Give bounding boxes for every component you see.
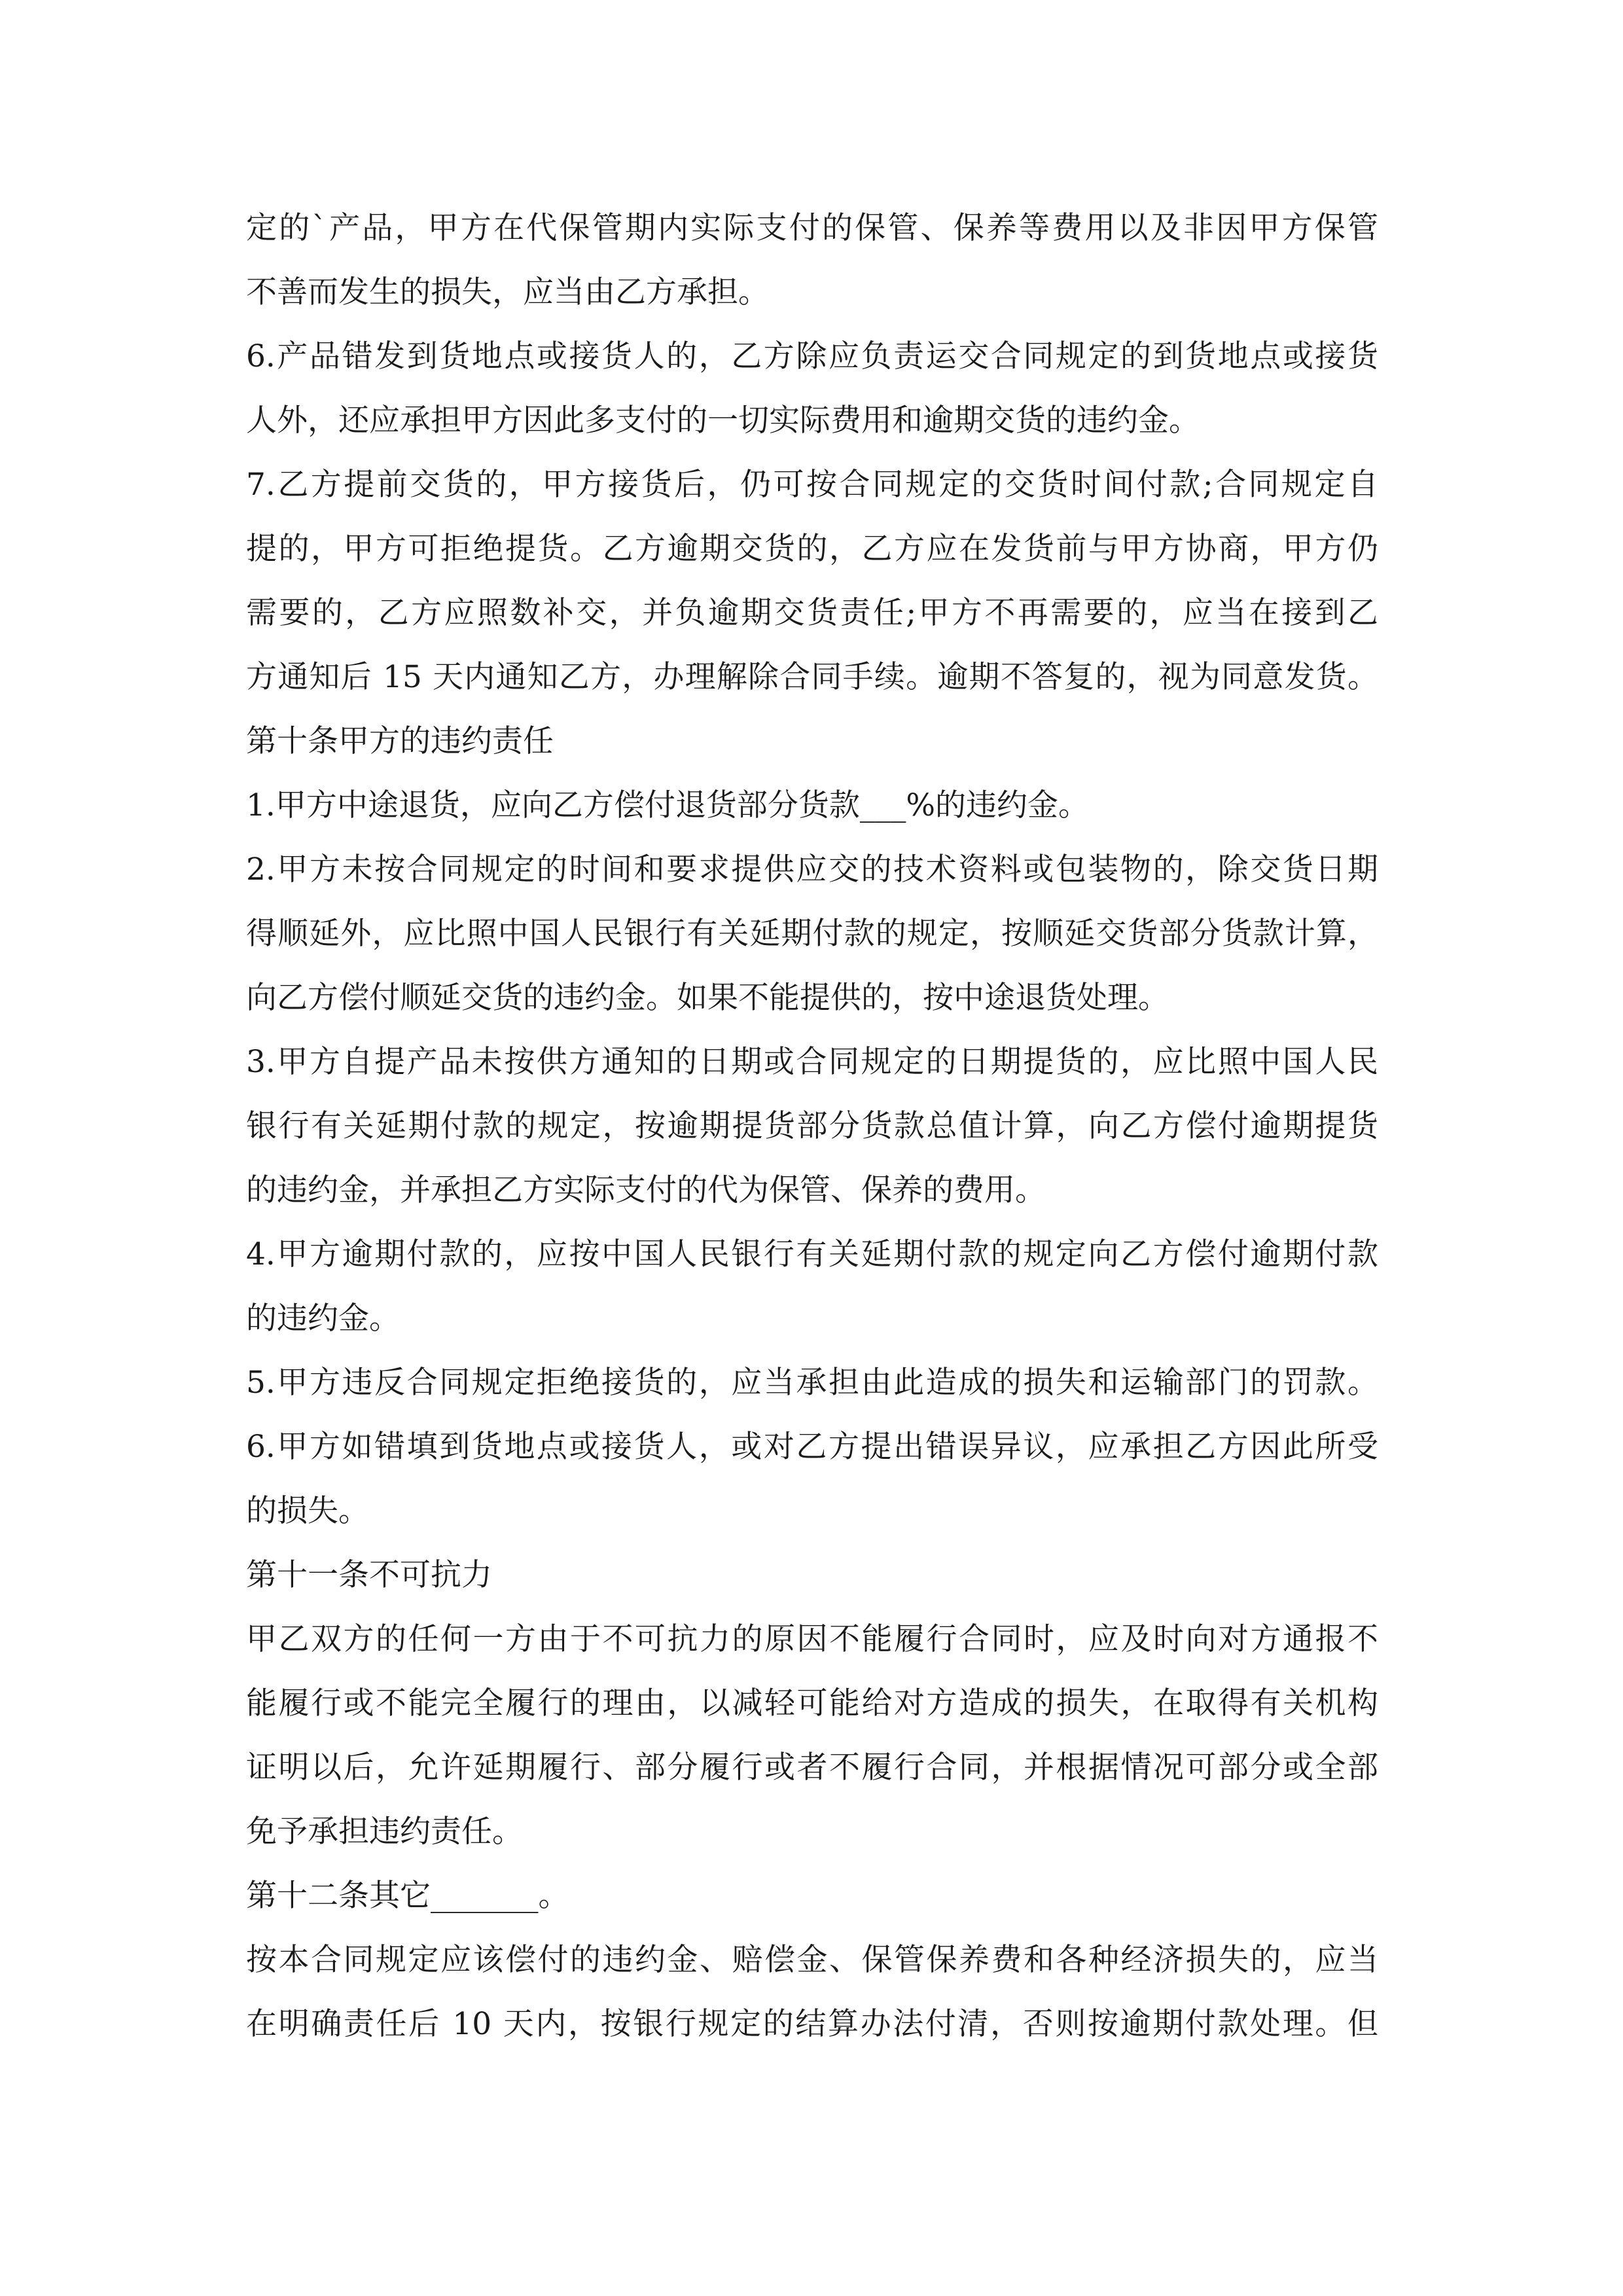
text-line: 按本合同规定应该偿付的违约金、赔偿金、保管保养费和各种经济损失的，应当 <box>246 1942 1378 1978</box>
document-body <box>246 196 1378 2056</box>
text-line: 能履行或不能完全履行的理由，以减轻可能给对方造成的损失，在取得有关机构 <box>246 1685 1378 1721</box>
text-line: 提的，甲方可拒绝提货。乙方逾期交货的，乙方应在发货前与甲方协商，甲方仍 <box>246 531 1378 567</box>
text-line: 7.乙方提前交货的，甲方接货后，仍可按合同规定的交货时间付款;合同规定自 <box>246 467 1378 503</box>
section-heading: 第十条甲方的违约责任 <box>246 723 554 759</box>
text-line: 证明以后，允许延期履行、部分履行或者不履行合同，并根据情况可部分或全部 <box>246 1749 1378 1785</box>
text-line: 1.甲方中途退货，应向乙方偿付退货部分货款___%的违约金。 <box>246 787 1090 823</box>
section-heading: 第十二条其它_______。 <box>246 1878 569 1914</box>
text-line: 在明确责任后 10 天内，按银行规定的结算办法付清，否则按逾期付款处理。但 <box>246 2006 1378 2042</box>
text-line: 定的`产品，甲方在代保管期内实际支付的保管、保养等费用以及非因甲方保管 <box>246 210 1378 246</box>
section-heading: 第十一条不可抗力 <box>246 1557 492 1593</box>
text-line: 3.甲方自提产品未按供方通知的日期或合同规定的日期提货的，应比照中国人民 <box>246 1044 1378 1080</box>
text-line: 甲乙双方的任何一方由于不可抗力的原因不能履行合同时，应及时向对方通报不 <box>246 1621 1378 1657</box>
text-line: 的违约金。 <box>246 1300 400 1336</box>
text-line: 需要的，乙方应照数补交，并负逾期交货责任;甲方不再需要的，应当在接到乙 <box>246 595 1378 631</box>
text-line: 人外，还应承担甲方因此多支付的一切实际费用和逾期交货的违约金。 <box>246 403 1200 439</box>
text-line: 5.甲方违反合同规定拒绝接货的，应当承担由此造成的损失和运输部门的罚款。 <box>246 1365 1378 1401</box>
text-line: 2.甲方未按合同规定的时间和要求提供应交的技术资料或包装物的，除交货日期 <box>246 852 1378 888</box>
text-line: 6.甲方如错填到货地点或接货人，或对乙方提出错误异议，应承担乙方因此所受 <box>246 1429 1378 1465</box>
text-line: 免予承担违约责任。 <box>246 1814 523 1850</box>
text-line: 6.产品错发到货地点或接货人的，乙方除应负责运交合同规定的到货地点或接货 <box>246 338 1378 374</box>
text-line: 4.甲方逾期付款的，应按中国人民银行有关延期付款的规定向乙方偿付逾期付款 <box>246 1236 1378 1272</box>
text-line: 银行有关延期付款的规定，按逾期提货部分货款总值计算，向乙方偿付逾期提货 <box>246 1108 1378 1144</box>
text-line: 方通知后 15 天内通知乙方，办理解除合同手续。逾期不答复的，视为同意发货。 <box>246 659 1378 695</box>
text-line: 的违约金，并承担乙方实际支付的代为保管、保养的费用。 <box>246 1172 1046 1208</box>
text-line: 向乙方偿付顺延交货的违约金。如果不能提供的，按中途退货处理。 <box>246 980 1169 1016</box>
text-line: 得顺延外，应比照中国人民银行有关延期付款的规定，按顺延交货部分货款计算， <box>246 916 1378 952</box>
text-line: 的损失。 <box>246 1493 369 1529</box>
text-line: 不善而发生的损失，应当由乙方承担。 <box>246 274 769 310</box>
